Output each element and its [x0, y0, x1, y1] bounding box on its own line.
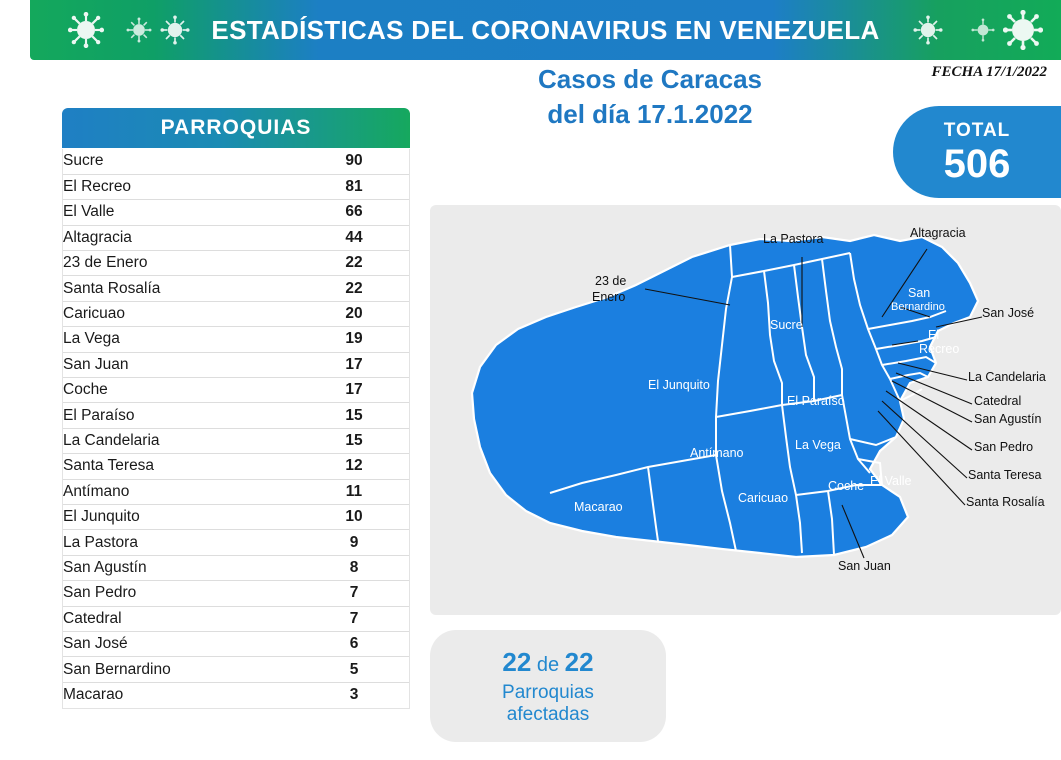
- map-label-sucre: Sucre: [770, 318, 803, 332]
- virus-icon: [1003, 10, 1043, 50]
- parish-value: 81: [299, 174, 409, 199]
- map-label-san-agustin: San Agustín: [974, 412, 1042, 426]
- virus-icon: [68, 12, 104, 48]
- parish-name: San Agustín: [63, 555, 299, 580]
- map-label-san-pedro: San Pedro: [974, 440, 1034, 454]
- map-label-23-de-enero-line1: 23 de: [595, 274, 627, 288]
- virus-icon: [913, 15, 943, 45]
- heading-line-2: del día 17.1.2022: [547, 99, 753, 130]
- parish-name: Caricuao: [63, 301, 299, 326]
- map-label-macarao: Macarao: [574, 500, 623, 514]
- table-row: [63, 301, 409, 326]
- total-badge: [893, 106, 1061, 198]
- affected-label-1: Parroquias: [502, 681, 594, 703]
- parish-name: Santa Rosalía: [63, 276, 299, 301]
- table-row: [63, 149, 409, 174]
- parish-value: 7: [299, 581, 409, 606]
- table-row: [63, 581, 409, 606]
- parish-value: 15: [299, 428, 409, 453]
- parish-name: Antímano: [63, 479, 299, 504]
- map-label-el-recreo-line2: Recreo: [919, 342, 960, 356]
- map-label-antimano: Antímano: [690, 446, 744, 460]
- center-heading: [470, 62, 830, 132]
- parish-value: 11: [299, 479, 409, 504]
- parish-value: 66: [299, 200, 409, 225]
- table-row: [63, 504, 409, 529]
- parish-name: Sucre: [63, 149, 299, 174]
- map-label-el-valle: El Valle: [870, 474, 912, 488]
- parish-name: El Junquito: [63, 504, 299, 529]
- map-panel: [430, 205, 1061, 615]
- page-title: ESTADÍSTICAS DEL CORONAVIRUS EN VENEZUELA: [211, 14, 880, 45]
- table-row: [63, 555, 409, 580]
- parish-value: 20: [299, 301, 409, 326]
- table-row: [63, 200, 409, 225]
- parroquias-table-wrapper: [62, 149, 410, 709]
- parish-name: La Pastora: [63, 530, 299, 555]
- table-row: [63, 378, 409, 403]
- parish-name: Coche: [63, 378, 299, 403]
- parish-value: 44: [299, 225, 409, 250]
- parish-value: 10: [299, 504, 409, 529]
- table-row: [63, 530, 409, 555]
- parish-name: El Paraíso: [63, 403, 299, 428]
- table-row: [63, 606, 409, 631]
- table-row: [63, 631, 409, 656]
- table-row: [63, 454, 409, 479]
- parish-value: 12: [299, 454, 409, 479]
- map-label-catedral: Catedral: [974, 394, 1022, 408]
- page-header: [30, 0, 1061, 60]
- parish-name: 23 de Enero: [63, 251, 299, 276]
- parish-name: San José: [63, 631, 299, 656]
- parish-value: 90: [299, 149, 409, 174]
- map-label-caricuao: Caricuao: [738, 491, 789, 505]
- parish-value: 8: [299, 555, 409, 580]
- table-title: PARROQUIAS: [62, 108, 410, 148]
- map-label-santa-teresa: Santa Teresa: [968, 468, 1042, 482]
- parish-name: Macarao: [63, 686, 124, 704]
- map-label-el-junquito: El Junquito: [648, 378, 710, 392]
- parish-value: 15: [299, 403, 409, 428]
- map-label-la-candelaria: La Candelaria: [968, 370, 1046, 384]
- parish-value: 9: [299, 530, 409, 555]
- total-label: TOTAL: [943, 120, 1011, 141]
- table-row: [63, 352, 409, 377]
- table-row: [63, 327, 409, 352]
- parish-name: El Valle: [63, 200, 299, 225]
- parish-value: 5: [299, 657, 409, 682]
- parish-name: Catedral: [63, 606, 299, 631]
- table-row: [63, 479, 409, 504]
- map-label-la-pastora: La Pastora: [763, 232, 824, 246]
- table-row: [63, 657, 409, 682]
- parroquias-table: [63, 149, 409, 708]
- parish-value: 22: [299, 251, 409, 276]
- map-label-23-de-enero-line2: Enero: [592, 290, 626, 304]
- parish-value: 17: [299, 352, 409, 377]
- affected-count-line: [502, 647, 593, 678]
- table-row: [63, 682, 409, 707]
- parish-name: San Bernardino: [63, 657, 299, 682]
- parish-name: La Vega: [63, 327, 299, 352]
- table-row: [63, 251, 409, 276]
- map-label-san-jose: San José: [982, 306, 1035, 320]
- parish-name: La Candelaria: [63, 428, 299, 453]
- table-row: [63, 174, 409, 199]
- affected-label-2: afectadas: [506, 703, 590, 725]
- map-label-coche: Coche: [828, 479, 865, 493]
- parish-name: San Juan: [63, 352, 299, 377]
- affected-total: 22: [564, 646, 594, 677]
- parish-name: San Pedro: [63, 581, 299, 606]
- map-label-el-recreo-line1: El: [928, 328, 940, 342]
- table-row: [63, 225, 409, 250]
- parish-value: 3: [349, 686, 359, 704]
- parish-name: Altagracia: [63, 225, 299, 250]
- parish-value: 6: [299, 631, 409, 656]
- parish-value: 19: [299, 327, 409, 352]
- parish-name: El Recreo: [63, 174, 299, 199]
- virus-icon: [971, 18, 995, 42]
- map-label-san-bernardino-line2: Bernardino: [891, 301, 945, 313]
- map-label-la-vega: La Vega: [795, 438, 841, 452]
- parroquias-table-body: [63, 149, 409, 708]
- map-label-el-paraiso: El Paraíso: [787, 394, 845, 408]
- parish-value: 22: [299, 276, 409, 301]
- map-label-altagracia: Altagracia: [910, 226, 966, 240]
- parish-value: 17: [299, 378, 409, 403]
- virus-icon: [126, 17, 152, 43]
- virus-icon: [160, 15, 190, 45]
- left-margin: [0, 0, 30, 760]
- affected-de: de: [531, 653, 565, 676]
- caracas-map: [430, 205, 1061, 615]
- heading-line-1: Casos de Caracas: [537, 64, 763, 94]
- date-label: FECHA 17/1/2022: [931, 64, 1047, 80]
- parish-name: Santa Teresa: [63, 454, 299, 479]
- table-row: [63, 403, 409, 428]
- map-label-san-bernardino-line1: San: [908, 286, 931, 300]
- affected-parishes-badge: [430, 630, 666, 742]
- table-row: [63, 428, 409, 453]
- map-label-santa-rosalia: Santa Rosalía: [966, 495, 1045, 509]
- map-label-san-juan: San Juan: [838, 559, 891, 573]
- total-value: 506: [943, 142, 1011, 186]
- affected-count: 22: [502, 646, 532, 677]
- table-row: [63, 276, 409, 301]
- parish-value: 7: [299, 606, 409, 631]
